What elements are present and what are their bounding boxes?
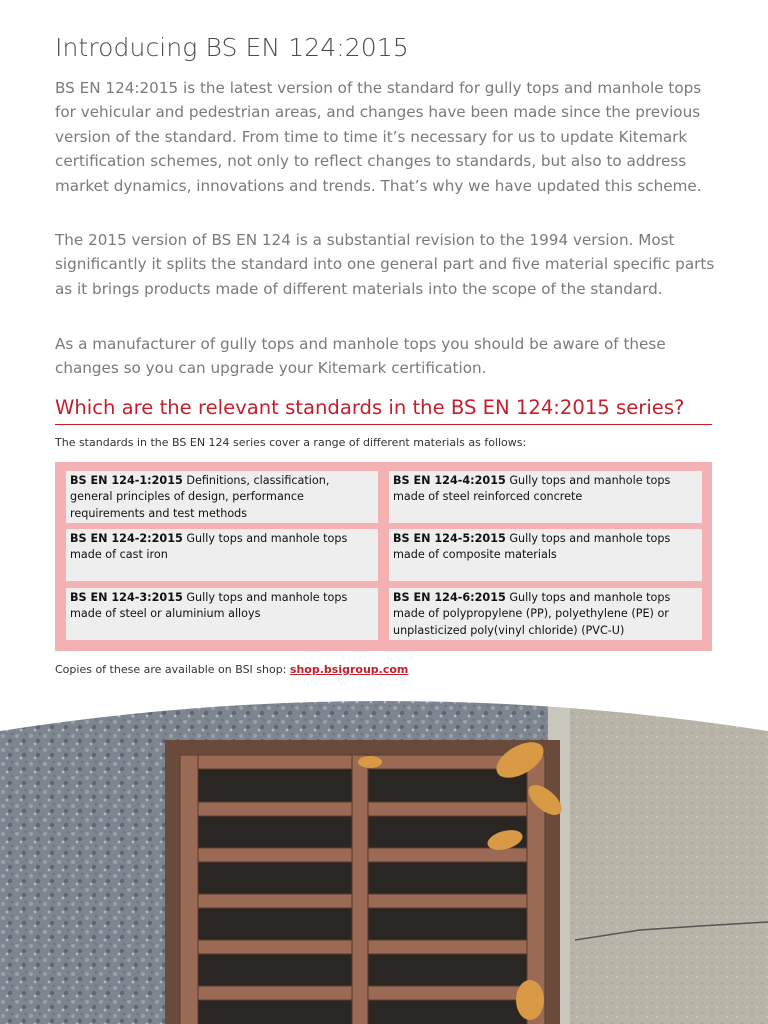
standard-description: Gully tops and manhole tops made of cast iron: [70, 532, 348, 562]
standard-code: BS EN 124-3:2015: [70, 591, 183, 604]
copies-text: Copies of these are available on BSI shop:: [55, 663, 290, 676]
standard-cell: [66, 471, 378, 523]
standard-description: Gully tops and manhole tops made of composite materials: [393, 532, 671, 562]
standard-cell: [66, 529, 378, 581]
standard-cell: [389, 588, 702, 640]
standard-description: Definitions, classification, general principles of design, performance requirements and test methods: [70, 474, 330, 520]
standard-description: Gully tops and manhole tops made of steel reinforced concrete: [393, 474, 671, 504]
intro-paragraph-2: The 2015 version of BS EN 124 is a substantial revision to the 1994 version. Most significantly it splits the standard into one general part and five material specific parts as it brings products made of different materials into the scope of the standard.: [55, 231, 715, 298]
standard-cell: [389, 529, 702, 581]
page-title: Introducing BS EN 124:2015: [55, 33, 409, 62]
standard-code: BS EN 124-4:2015: [393, 474, 506, 487]
standard-code: BS EN 124-1:2015: [70, 474, 183, 487]
standard-description: Gully tops and manhole tops made of steel or aluminium alloys: [70, 591, 348, 621]
standard-code: BS EN 124-5:2015: [393, 532, 506, 545]
standard-code: BS EN 124-6:2015: [393, 591, 506, 604]
standard-description: Gully tops and manhole tops made of polypropylene (PP), polyethylene (PE) or unplasticized poly(vinyl chloride) (PVC-U): [393, 591, 671, 637]
standard-cell: [389, 471, 702, 523]
standards-table: [55, 462, 712, 651]
standards-intro: The standards in the BS EN 124 series cover a range of different materials as follows:: [55, 436, 527, 449]
intro-paragraph-3: As a manufacturer of gully tops and manhole tops you should be aware of these changes so you can upgrade your Kitemark certification.: [55, 335, 666, 378]
drain-grate-photo: [0, 690, 768, 1024]
standard-cell: [66, 588, 378, 640]
section-heading: Which are the relevant standards in the BS EN 124:2015 series?: [55, 396, 712, 425]
copies-note: [55, 663, 408, 676]
intro-paragraph-1: BS EN 124:2015 is the latest version of the standard for gully tops and manhole tops for vehicular and pedestrian areas, and changes have been made since the previous version of the standard. From time to time it’s necessary for us to update Kitemark certification schemes, not only to reflect changes to standards, but also to address market dynamics, innovations and trends. That’s why we have updated this scheme.: [55, 79, 702, 195]
shop-link[interactable]: shop.bsigroup.com: [289, 663, 409, 676]
standard-code: BS EN 124-2:2015: [70, 532, 183, 545]
